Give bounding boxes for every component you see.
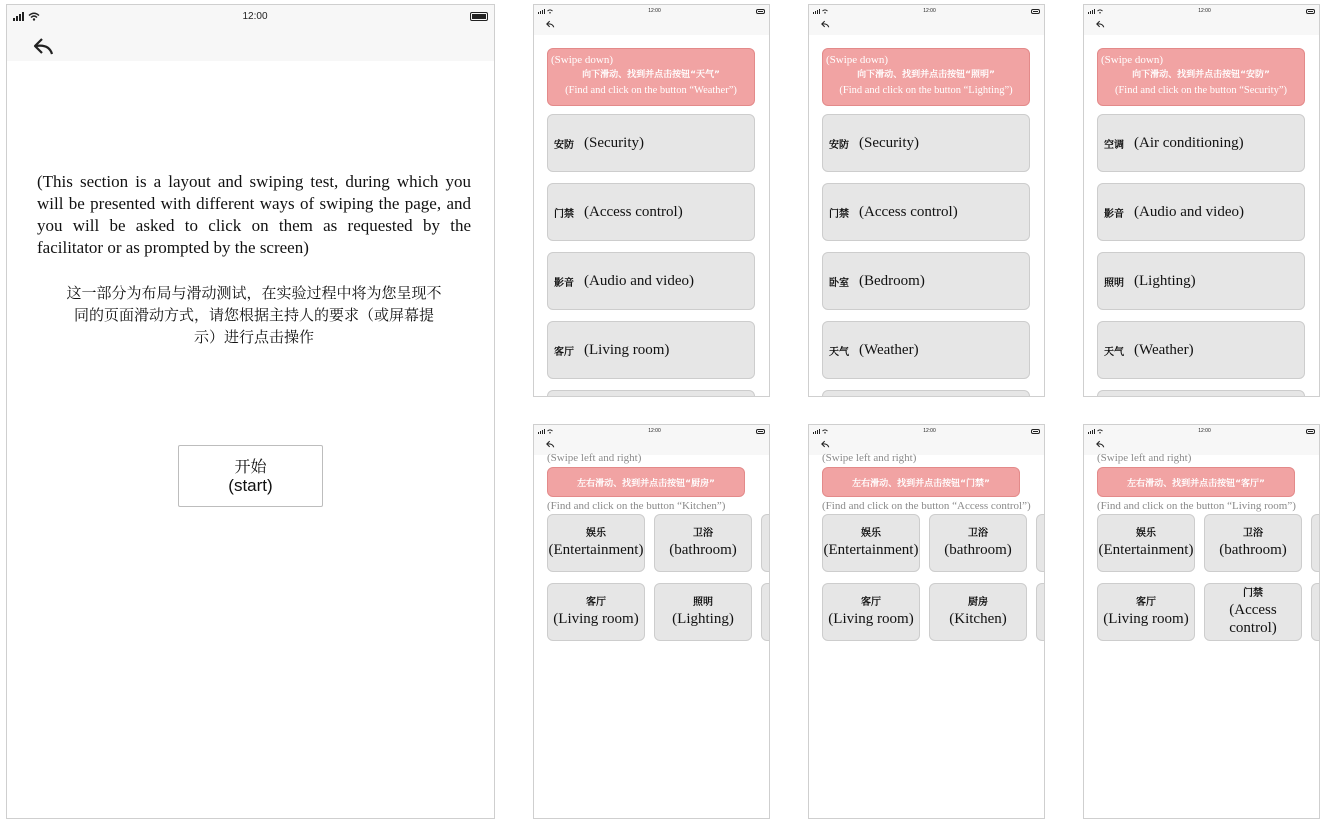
status-time: 12:00 bbox=[923, 8, 936, 14]
room-button-label-en: (Living room) bbox=[553, 611, 639, 627]
prompt-banner bbox=[547, 48, 755, 106]
signal-wifi bbox=[1088, 9, 1103, 14]
room-button-label-en: (Air conditioning) bbox=[1134, 134, 1244, 151]
battery-icon bbox=[1031, 9, 1040, 14]
room-button[interactable] bbox=[1204, 583, 1302, 641]
status-time: 12:00 bbox=[242, 10, 268, 22]
signal-icon bbox=[538, 429, 545, 434]
room-button[interactable] bbox=[547, 583, 645, 641]
nav-bar bbox=[809, 17, 1044, 35]
room-button-label-cn: 天气 bbox=[1104, 346, 1124, 358]
battery-icon bbox=[470, 12, 488, 21]
room-button[interactable] bbox=[547, 514, 645, 572]
back-icon[interactable] bbox=[821, 440, 830, 448]
room-button[interactable] bbox=[547, 114, 755, 172]
prompt-en: (Find and click on the button “Security”) bbox=[1114, 85, 1288, 96]
status-time: 12:00 bbox=[648, 428, 661, 434]
back-icon[interactable] bbox=[33, 37, 55, 55]
back-icon[interactable] bbox=[546, 440, 555, 448]
prompt-cn: 左右滑动、找到并点击按钮“厨房” bbox=[577, 478, 715, 489]
prompt-cn: 左右滑动、找到并点击按钮“客厅” bbox=[1127, 478, 1265, 489]
prompt-cn: 向下滑动、找到并点击按钮“天气” bbox=[582, 70, 720, 80]
room-button-label-en: (Kitchen) bbox=[949, 611, 1007, 627]
signal-wifi bbox=[538, 429, 553, 434]
wifi-icon bbox=[1097, 429, 1103, 434]
battery-icon bbox=[756, 429, 765, 434]
back-icon[interactable] bbox=[546, 20, 555, 28]
room-button-label-en: (Audio and video) bbox=[584, 272, 694, 289]
signal-icon bbox=[1088, 429, 1095, 434]
room-button-label-en: (Lighting) bbox=[672, 611, 734, 627]
prompt-cn: 向下滑动、找到并点击按钮“照明” bbox=[857, 70, 995, 80]
room-button-label-cn: 卫浴 bbox=[693, 528, 713, 539]
vertical-swipe-screen bbox=[533, 4, 770, 397]
signal-icon bbox=[1088, 9, 1095, 14]
room-button-partial[interactable] bbox=[1311, 583, 1320, 641]
room-button-label-cn: 厨房 bbox=[968, 597, 988, 608]
wifi-icon bbox=[547, 9, 553, 14]
prompt-en: (Find and click on the button “Lighting”) bbox=[839, 85, 1013, 96]
room-button[interactable] bbox=[1097, 183, 1305, 241]
nav-bar bbox=[534, 17, 769, 35]
horizontal-swipe-screen bbox=[808, 424, 1045, 819]
signal-wifi bbox=[1088, 429, 1103, 434]
status-time: 12:00 bbox=[1198, 428, 1211, 434]
prompt-cn: 向下滑动、找到并点击按钮“安防” bbox=[1132, 70, 1270, 80]
room-button-label-en: (Access control) bbox=[859, 203, 958, 220]
room-button-label-cn: 卧室 bbox=[829, 277, 849, 289]
wifi-icon bbox=[1097, 9, 1103, 14]
room-button-label-cn: 客厅 bbox=[554, 346, 574, 358]
swipe-direction-label: (Swipe down) bbox=[1101, 54, 1164, 66]
room-button[interactable] bbox=[1097, 252, 1305, 310]
intro-description-cn: 这一部分为布局与滑动测试，在实验过程中将为您呈现不同的页面滑动方式，请您根据主持人的要求（或屏幕提示）进行点击操作 bbox=[66, 284, 442, 346]
status-bar bbox=[1084, 5, 1319, 17]
prompt-banner bbox=[547, 467, 745, 497]
start-label-en: (start) bbox=[228, 476, 273, 495]
room-button-label-en: (Security) bbox=[859, 134, 919, 151]
prompt-banner bbox=[1097, 48, 1305, 106]
room-button-label-cn: 门禁 bbox=[1243, 588, 1263, 599]
signal-wifi bbox=[813, 429, 828, 434]
room-button-partial[interactable] bbox=[1311, 514, 1320, 572]
signal-wifi bbox=[538, 9, 553, 14]
back-icon[interactable] bbox=[1096, 20, 1105, 28]
swipe-direction-label: (Swipe down) bbox=[826, 54, 889, 66]
room-button-label-en: (Security) bbox=[584, 134, 644, 151]
room-button[interactable] bbox=[822, 583, 920, 641]
room-button[interactable] bbox=[929, 514, 1027, 572]
room-button-label-en: (Entertainment) bbox=[548, 542, 644, 558]
room-button[interactable] bbox=[822, 114, 1030, 172]
room-button-label-cn: 客厅 bbox=[861, 597, 881, 608]
room-button[interactable] bbox=[822, 321, 1030, 379]
room-button-label-cn: 门禁 bbox=[554, 208, 574, 220]
room-button-label-en: (Living room) bbox=[584, 341, 670, 358]
room-button-label-en: (Bedroom) bbox=[859, 272, 925, 289]
room-button-label-en: (Weather) bbox=[1134, 341, 1194, 358]
wifi-icon bbox=[822, 9, 828, 14]
room-button[interactable] bbox=[929, 583, 1027, 641]
room-button-label-en: (Living room) bbox=[828, 611, 914, 627]
room-button[interactable] bbox=[547, 183, 755, 241]
room-button-label-en: (Access control) bbox=[584, 203, 683, 220]
room-button-label-en: (Living room) bbox=[1103, 611, 1189, 627]
signal-wifi bbox=[813, 9, 828, 14]
room-button[interactable] bbox=[654, 514, 752, 572]
room-button-partial[interactable] bbox=[761, 514, 770, 572]
swipe-direction-label: (Swipe down) bbox=[551, 54, 614, 66]
room-button[interactable] bbox=[1204, 514, 1302, 572]
signal-icon bbox=[13, 12, 24, 21]
swipe-direction-label: (Swipe left and right) bbox=[547, 452, 642, 464]
status-time: 12:00 bbox=[1198, 8, 1211, 14]
room-button-label-en: (bathroom) bbox=[669, 542, 737, 558]
battery-icon bbox=[1306, 9, 1315, 14]
vertical-swipe-screen bbox=[808, 4, 1045, 397]
prompt-cn: 左右滑动、找到并点击按钮“门禁” bbox=[852, 478, 990, 489]
room-button[interactable] bbox=[1097, 321, 1305, 379]
room-button-label-cn: 天气 bbox=[829, 346, 849, 358]
status-bar bbox=[809, 425, 1044, 437]
room-button-label-cn: 照明 bbox=[1104, 277, 1124, 289]
prompt-en: (Find and click on the button “Weather”) bbox=[565, 85, 737, 96]
room-button-label-cn: 影音 bbox=[1104, 208, 1124, 220]
status-bar bbox=[7, 5, 494, 27]
room-button-label-cn: 娱乐 bbox=[1136, 528, 1156, 539]
room-button-label-en: (Audio and video) bbox=[1134, 203, 1244, 220]
room-button-label-en: (Entertainment) bbox=[823, 542, 919, 558]
room-button-label-cn: 娱乐 bbox=[861, 528, 881, 539]
wifi-icon bbox=[547, 429, 553, 434]
signal-icon bbox=[813, 429, 820, 434]
room-button-label-cn: 影音 bbox=[554, 277, 574, 289]
room-button-label-cn: 卫浴 bbox=[968, 528, 988, 539]
battery-icon bbox=[1031, 429, 1040, 434]
room-button-label-cn: 客厅 bbox=[586, 597, 606, 608]
battery-icon bbox=[756, 9, 765, 14]
room-button-label-en: (Lighting) bbox=[1134, 272, 1196, 289]
room-button-label-en: (Access control) bbox=[1229, 602, 1277, 636]
signal-icon bbox=[813, 9, 820, 14]
room-button[interactable] bbox=[1097, 114, 1305, 172]
wifi-icon bbox=[28, 12, 40, 21]
room-button-label-cn: 娱乐 bbox=[586, 528, 606, 539]
room-button-label-cn: 安防 bbox=[829, 139, 849, 151]
room-button-label-cn: 安防 bbox=[554, 139, 574, 151]
battery-icon bbox=[1306, 429, 1315, 434]
room-button-partial[interactable] bbox=[1036, 583, 1045, 641]
vertical-swipe-screen bbox=[1083, 4, 1320, 397]
prompt-en: (Find and click on the button “Kitchen”) bbox=[547, 500, 726, 512]
signal-icon bbox=[538, 9, 545, 14]
room-button-partial[interactable] bbox=[761, 583, 770, 641]
intro-screen bbox=[6, 4, 495, 819]
room-button-label-en: (Weather) bbox=[859, 341, 919, 358]
horizontal-swipe-screen bbox=[1083, 424, 1320, 819]
wifi-icon bbox=[822, 429, 828, 434]
room-button[interactable] bbox=[1097, 514, 1195, 572]
room-button-label-en: (Entertainment) bbox=[1098, 542, 1194, 558]
room-button[interactable] bbox=[822, 183, 1030, 241]
horizontal-swipe-screen bbox=[533, 424, 770, 819]
intro-description-en: (This section is a layout and swiping test, during which you will be presented with different ways of swiping the page, and you will be asked to click on them as requested by the facilitator or as prompted by the screen) bbox=[37, 172, 471, 257]
room-button-label-en: (bathroom) bbox=[1219, 542, 1287, 558]
prompt-banner bbox=[822, 467, 1020, 497]
nav-bar bbox=[1084, 17, 1319, 35]
back-icon[interactable] bbox=[1096, 440, 1105, 448]
status-bar bbox=[534, 5, 769, 17]
status-time: 12:00 bbox=[923, 428, 936, 434]
status-bar bbox=[534, 425, 769, 437]
status-bar bbox=[809, 5, 1044, 17]
prompt-en: (Find and click on the button “Living room”) bbox=[1097, 500, 1296, 512]
room-button[interactable] bbox=[547, 252, 755, 310]
room-button-partial[interactable] bbox=[1036, 514, 1045, 572]
room-button-partial[interactable] bbox=[822, 390, 1030, 397]
room-button[interactable] bbox=[654, 583, 752, 641]
room-button[interactable] bbox=[822, 514, 920, 572]
back-icon[interactable] bbox=[821, 20, 830, 28]
prompt-banner bbox=[1097, 467, 1295, 497]
room-button-label-cn: 照明 bbox=[693, 597, 713, 608]
start-button[interactable] bbox=[178, 445, 323, 507]
room-button[interactable] bbox=[1097, 583, 1195, 641]
prompt-en: (Find and click on the button “Access control”) bbox=[822, 500, 1031, 512]
swipe-direction-label: (Swipe left and right) bbox=[1097, 452, 1192, 464]
status-bar bbox=[1084, 425, 1319, 437]
room-button[interactable] bbox=[822, 252, 1030, 310]
room-button-partial[interactable] bbox=[547, 390, 755, 397]
start-label-cn: 开始 bbox=[234, 457, 267, 476]
room-button-label-cn: 客厅 bbox=[1136, 597, 1156, 608]
room-button-partial[interactable] bbox=[1097, 390, 1305, 397]
room-button[interactable] bbox=[547, 321, 755, 379]
nav-bar bbox=[7, 27, 494, 61]
swipe-direction-label: (Swipe left and right) bbox=[822, 452, 917, 464]
status-time: 12:00 bbox=[648, 8, 661, 14]
room-button-label-cn: 卫浴 bbox=[1243, 528, 1263, 539]
room-button-label-en: (bathroom) bbox=[944, 542, 1012, 558]
prompt-banner bbox=[822, 48, 1030, 106]
room-button-label-cn: 门禁 bbox=[829, 208, 849, 220]
room-button-label-cn: 空调 bbox=[1104, 139, 1124, 151]
